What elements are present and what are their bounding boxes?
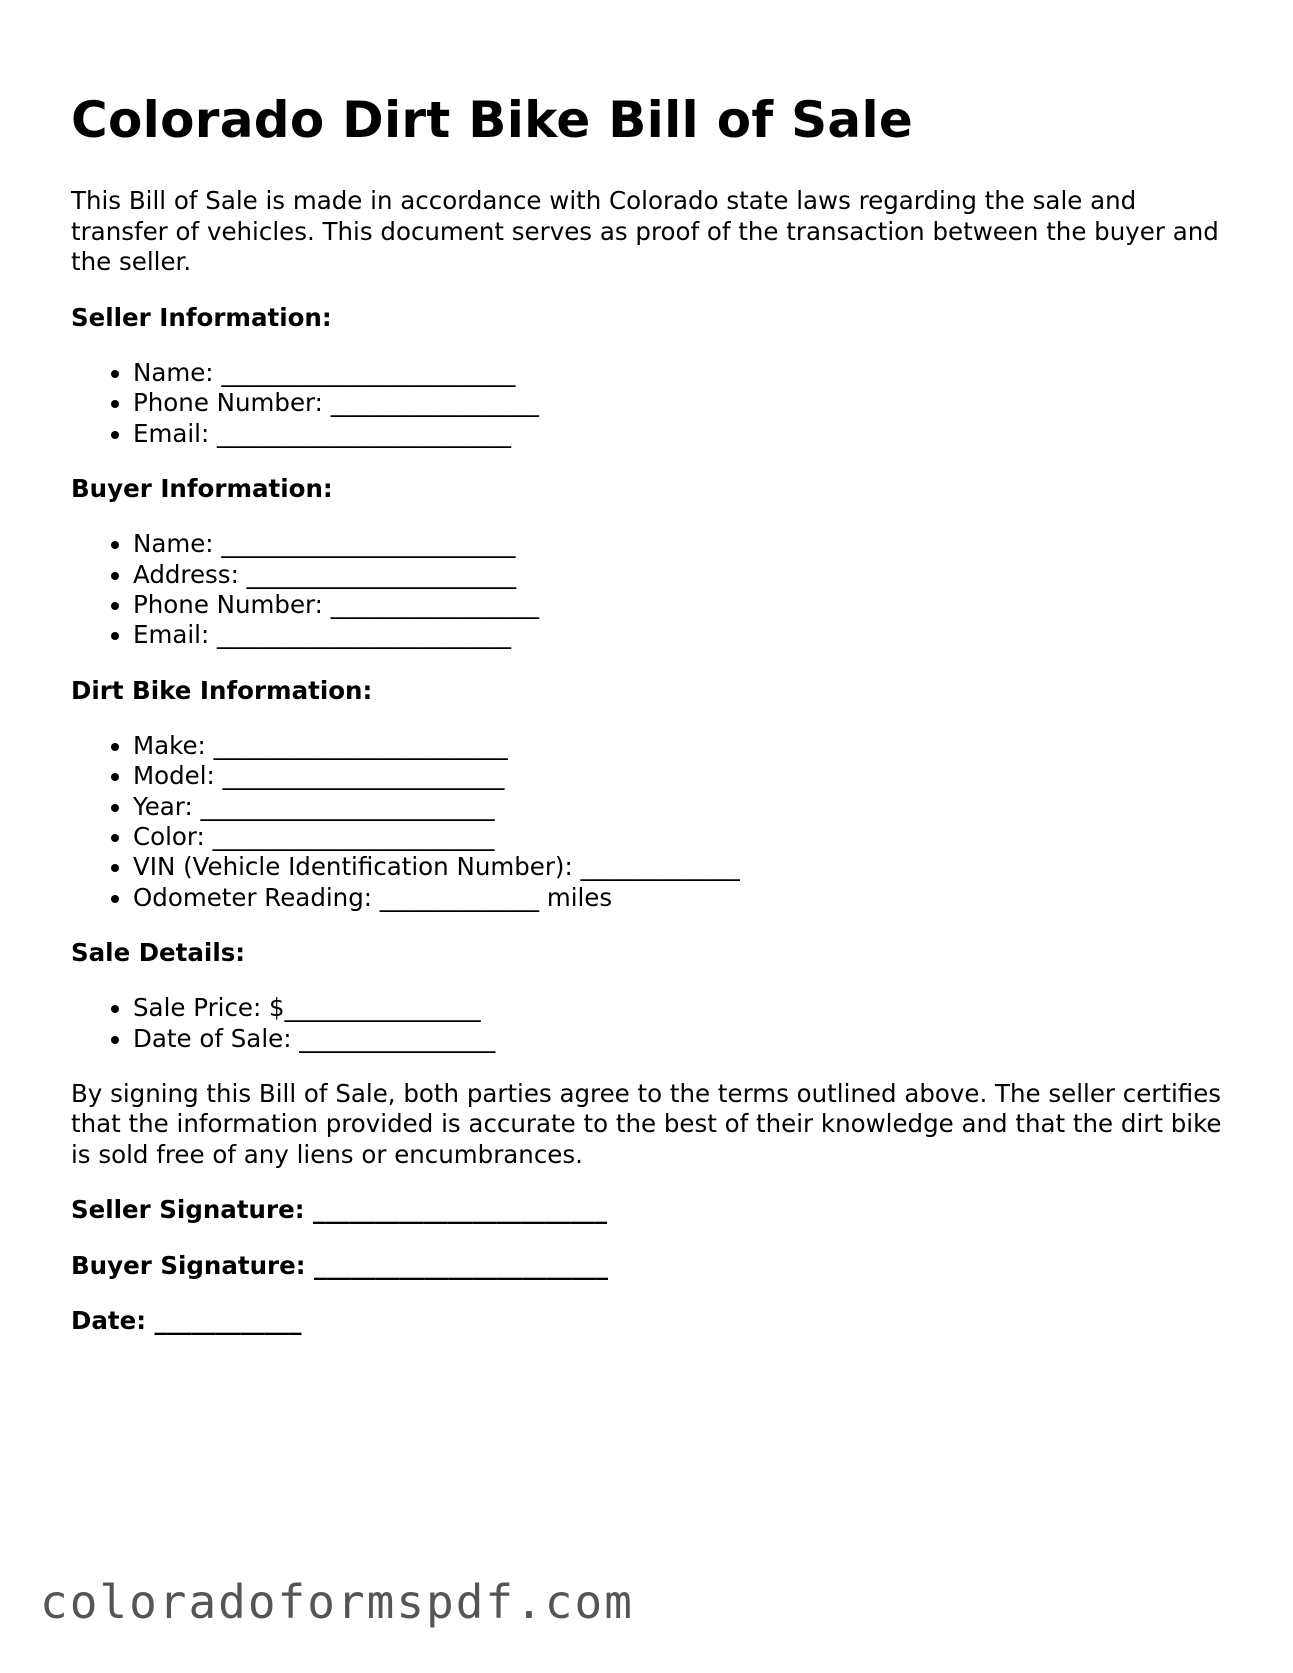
seller-email-field: • Email: ________________________	[133, 419, 1231, 449]
bike-model-field: • Model: _______________________	[133, 761, 1231, 791]
document-page	[71, 88, 1231, 1362]
site-watermark: coloradoformspdf.com	[40, 1575, 634, 1629]
seller-info-list	[71, 358, 1231, 449]
bike-color-field: • Color: _______________________	[133, 822, 1231, 852]
closing-paragraph: By signing this Bill of Sale, both parties agree to the terms outlined above. The seller certifies that the information provided is accurate to the best of their knowledge and that the dirt bike is sold free of any liens or encumbrances.	[71, 1078, 1222, 1169]
buyer-section-heading: Buyer Information:	[71, 473, 333, 503]
bike-vin-field: • VIN (Vehicle Identification Number): _____________	[133, 852, 1231, 882]
bike-odometer-field: • Odometer Reading: _____________ miles	[133, 883, 1231, 913]
sale-details-list	[71, 993, 1231, 1054]
bike-section-heading: Dirt Bike Information:	[71, 675, 373, 705]
bike-info-list	[71, 731, 1231, 913]
sale-section-heading: Sale Details:	[71, 937, 246, 967]
buyer-email-field: • Email: ________________________	[133, 620, 1231, 650]
buyer-name-field: • Name: ________________________	[133, 529, 1231, 559]
intro-paragraph: This Bill of Sale is made in accordance with Colorado state laws regarding the sale and transfer of vehicles. This document serves as proof of the transaction between the buyer and the seller.	[71, 186, 1219, 276]
seller-signature-line: Seller Signature: ________________________	[71, 1195, 608, 1225]
sale-date-field: • Date of Sale: ________________	[133, 1024, 1231, 1054]
seller-name-field: • Name: ________________________	[133, 358, 1231, 388]
date-line: Date: ____________	[71, 1306, 302, 1336]
buyer-address-field: • Address: ______________________	[133, 560, 1231, 590]
buyer-signature-line: Buyer Signature: ________________________	[71, 1250, 609, 1280]
seller-phone-field: • Phone Number: _________________	[133, 388, 1231, 418]
document-title: Colorado Dirt Bike Bill of Sale	[71, 91, 914, 149]
buyer-info-list	[71, 529, 1231, 650]
buyer-phone-field: • Phone Number: _________________	[133, 590, 1231, 620]
seller-section-heading: Seller Information:	[71, 302, 332, 332]
bike-year-field: • Year: ________________________	[133, 792, 1231, 822]
bike-make-field: • Make: ________________________	[133, 731, 1231, 761]
sale-price-field: • Sale Price: $________________	[133, 993, 1231, 1023]
